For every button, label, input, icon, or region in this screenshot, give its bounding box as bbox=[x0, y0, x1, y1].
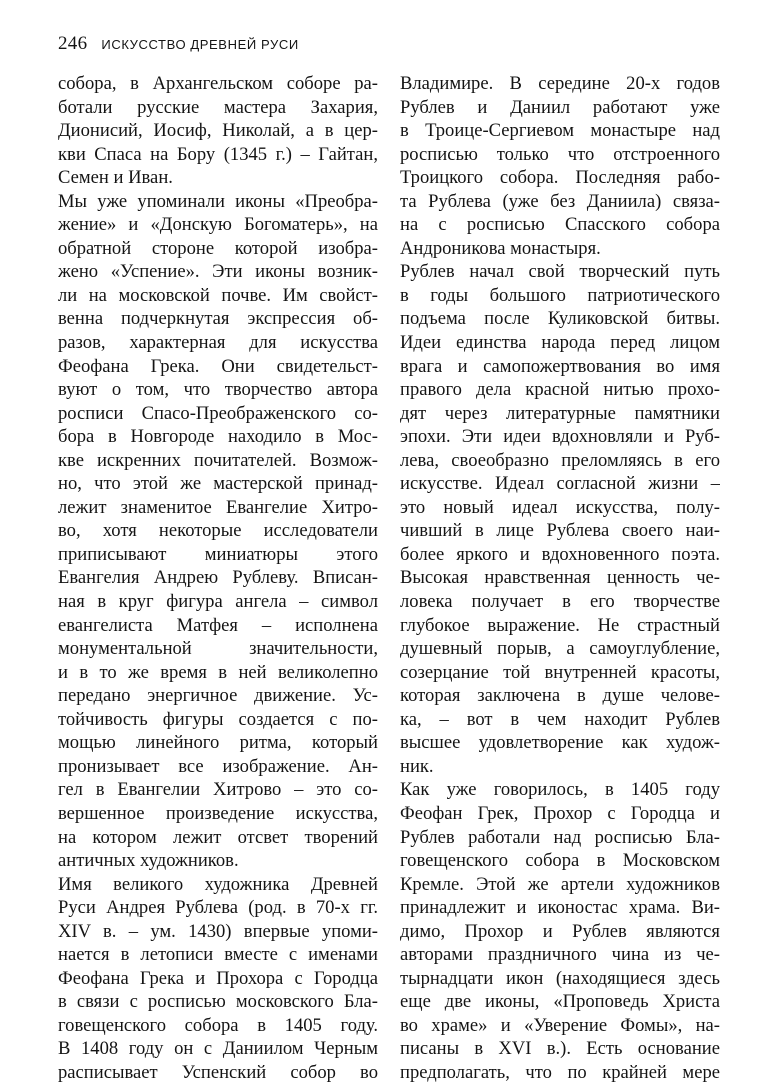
text-line: в Троице-Сергиевом монастыре над bbox=[400, 120, 720, 142]
text-line: Рублев начал свой творческий путь bbox=[400, 261, 720, 283]
text-line: приписывают миниатюры этого bbox=[58, 543, 378, 565]
text-line: дят через литературные памятники bbox=[400, 402, 720, 424]
text-line: более яркого и вдохновенного поэта. bbox=[400, 543, 720, 565]
text-line: Как уже говорилось, в 1405 году bbox=[400, 779, 720, 801]
text-line: Имя великого художника Древней bbox=[58, 873, 378, 895]
text-line: мощью линейного ритма, который bbox=[58, 732, 378, 754]
text-line: высшее удовлетворение как худож- bbox=[400, 732, 720, 754]
text-line: глубокое выражение. Не страстный bbox=[400, 614, 720, 636]
text-line: ная в круг фигура ангела – символ bbox=[58, 591, 378, 613]
running-title: ИСКУССТВО ДРЕВНЕЙ РУСИ bbox=[101, 37, 299, 52]
text-line: ли на московской почве. Им свойст- bbox=[58, 284, 378, 306]
text-line: вершенное произведение искусства, bbox=[58, 802, 378, 824]
text-line: Руси Андрея Рублева (род. в 70-х гг. bbox=[58, 897, 378, 919]
text-line: разов, характерная для искусства bbox=[58, 332, 378, 354]
text-line: евангелиста Матфея – исполнена bbox=[58, 614, 378, 636]
text-line: античных художников. bbox=[58, 850, 239, 872]
text-line: ловека получает в его творчестве bbox=[400, 591, 720, 613]
running-head bbox=[58, 33, 299, 57]
text-line: бора в Новгороде находило в Мос- bbox=[58, 426, 378, 448]
text-line: Феофан Грек, Прохор с Городца и bbox=[400, 802, 720, 824]
text-line: жено «Успение». Эти иконы возник- bbox=[58, 261, 378, 283]
text-line: Феофана Грека и Прохора с Городца bbox=[58, 967, 378, 989]
text-line: росписью только что отстроенного bbox=[400, 143, 720, 165]
text-line: эпохи. Эти идеи вдохновляли и Руб- bbox=[400, 426, 720, 448]
text-line: Троицкого собора. Последняя рабо- bbox=[400, 167, 720, 189]
text-line: душевный порыв, а самоуглубление, bbox=[400, 638, 720, 660]
text-line: пронизывает все изображение. Ан- bbox=[58, 755, 378, 777]
text-line: еще две иконы, «Проповедь Христа bbox=[400, 991, 720, 1013]
text-line: передано энергичное движение. Ус- bbox=[58, 685, 378, 707]
text-line: тойчивость фигуры создается с по- bbox=[58, 708, 378, 730]
text-line: принадлежит и иконостас храма. Ви- bbox=[400, 897, 720, 919]
text-line: нается в летописи вместе с именами bbox=[58, 944, 378, 966]
text-line: Идеи единства народа перед лицом bbox=[400, 332, 720, 354]
text-line: которая заключена в душе челове- bbox=[400, 685, 720, 707]
text-line: говещенского собора в Московском bbox=[400, 850, 720, 872]
text-line: Кремле. Этой же артели художников bbox=[400, 873, 720, 895]
text-line: предполагать, что по крайней мере bbox=[400, 1061, 720, 1083]
text-line: Евангелия Андрею Рублеву. Вписан- bbox=[58, 567, 378, 589]
text-line: жение» и «Донскую Богоматерь», на bbox=[58, 214, 378, 236]
text-line: обратной стороне которой изобра- bbox=[58, 237, 378, 259]
text-line: кви Спаса на Бору (1345 г.) – Гайтан, bbox=[58, 143, 378, 165]
text-line: авторами праздничного чина из че- bbox=[400, 944, 720, 966]
text-line: гел в Евангелии Хитрово – это со- bbox=[58, 779, 378, 801]
text-line: монументальной значительности, bbox=[58, 638, 378, 660]
text-line: писаны в XVI в.). Есть основание bbox=[400, 1038, 720, 1060]
text-line: димо, Прохор и Рублев являются bbox=[400, 920, 720, 942]
text-line: это новый идеал искусства, полу- bbox=[400, 496, 720, 518]
text-line: Высокая нравственная ценность че- bbox=[400, 567, 720, 589]
text-line: венна подчеркнутая экспрессия об- bbox=[58, 308, 378, 330]
text-line: на котором лежит отсвет творений bbox=[58, 826, 378, 848]
text-line: правого дела красной нитью прохо- bbox=[400, 379, 720, 401]
text-line: и в то же время в ней великолепно bbox=[58, 661, 378, 683]
text-line: но, что этой же мастерской принад- bbox=[58, 473, 378, 495]
text-line: та Рублева (уже без Даниила) связа- bbox=[400, 190, 720, 212]
text-line: XIV в. – ум. 1430) впервые упоми- bbox=[58, 920, 378, 942]
text-line: расписывает Успенский собор во bbox=[58, 1061, 378, 1083]
text-line: Владимире. В середине 20-х годов bbox=[400, 73, 720, 94]
text-line: Андроникова монастыря. bbox=[400, 237, 601, 259]
text-line: ник. bbox=[400, 755, 434, 777]
text-line: лева, своеобразно преломляясь в его bbox=[400, 449, 720, 471]
text-line: лежит знаменитое Евангелие Хитро- bbox=[58, 496, 378, 518]
text-line: во храме» и «Уверение Фомы», на- bbox=[400, 1014, 720, 1036]
text-line: на с росписью Спасского собора bbox=[400, 214, 720, 236]
text-line: Феофана Грека. Они свидетельст- bbox=[58, 355, 378, 377]
text-line: в связи с росписью московского Бла- bbox=[58, 991, 378, 1013]
text-line: Дионисий, Иосиф, Николай, а в цер- bbox=[58, 120, 378, 142]
text-line: врага и самопожертвования во имя bbox=[400, 355, 720, 377]
text-line: Рублев и Даниил работают уже bbox=[400, 96, 720, 118]
text-line: В 1408 году он с Даниилом Черным bbox=[58, 1038, 378, 1060]
text-line: ка, – вот в чем находит Рублев bbox=[400, 708, 720, 730]
text-line: вуют о том, что творчество автора bbox=[58, 379, 378, 401]
text-line: кве искренних почитателей. Возмож- bbox=[58, 449, 378, 471]
right-text-column bbox=[400, 72, 720, 1085]
text-line: ботали русские мастера Захария, bbox=[58, 96, 378, 118]
text-line: собора, в Архангельском соборе ра- bbox=[58, 73, 378, 94]
left-text-column bbox=[58, 72, 378, 1085]
text-line: созерцание той внутренней красоты, bbox=[400, 661, 720, 683]
text-line: во, хотя некоторые исследователи bbox=[58, 520, 378, 542]
text-line: подъема после Куликовской битвы. bbox=[400, 308, 720, 330]
text-line: Мы уже упоминали иконы «Преобра- bbox=[58, 190, 378, 212]
text-line: чивший в лице Рублева своего наи- bbox=[400, 520, 720, 542]
text-line: говещенского собора в 1405 году. bbox=[58, 1014, 378, 1036]
text-line: тырнадцати икон (находящиеся здесь bbox=[400, 967, 720, 989]
text-line: Семен и Иван. bbox=[58, 167, 173, 189]
text-line: искусстве. Идеал согласной жизни – bbox=[400, 473, 720, 495]
text-line: росписи Спасо-Преображенского со- bbox=[58, 402, 378, 424]
text-line: Рублев работали над росписью Бла- bbox=[400, 826, 720, 848]
text-line: в годы большого патриотического bbox=[400, 284, 720, 306]
page-number: 246 bbox=[58, 33, 88, 54]
